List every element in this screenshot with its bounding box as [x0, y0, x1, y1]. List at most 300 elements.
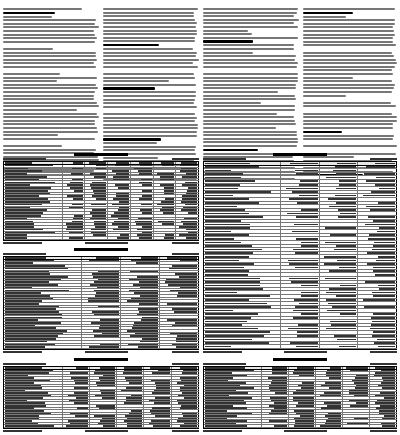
table-cell: [320, 248, 359, 251]
table-cell: [358, 166, 397, 169]
table-cell-text: [5, 380, 50, 382]
text-line: [203, 77, 298, 79]
table-cell: [370, 367, 397, 369]
text-line: [103, 142, 157, 144]
table-cell-text: [376, 177, 395, 179]
table-cell: [204, 342, 281, 345]
table-cell: [63, 405, 90, 407]
table-cell: [90, 420, 117, 422]
table-cell: [204, 255, 281, 258]
table-cell: [358, 255, 397, 258]
table-cell: [4, 287, 82, 289]
table-cell-text: [269, 420, 287, 422]
table-cell: [262, 405, 289, 407]
table-cell: [108, 198, 131, 200]
table-footer: [3, 242, 199, 244]
table-cell-text: [383, 380, 395, 382]
table-cell: [154, 209, 177, 211]
table-cell: [316, 405, 343, 407]
table-cell-text: [134, 322, 158, 324]
text-line: [3, 138, 95, 140]
table-cell: [172, 375, 199, 377]
table-cell: [176, 184, 199, 186]
table-cell-text: [376, 407, 395, 409]
table-cell: [204, 291, 281, 294]
table-cell-text: [70, 423, 88, 425]
text-line: [103, 77, 195, 79]
table-cell-text: [340, 213, 357, 215]
table-cell: [204, 317, 281, 320]
table-cell: [154, 176, 177, 178]
table-cell-text: [296, 346, 317, 348]
table-cell: [281, 324, 320, 327]
table-cell: [63, 420, 90, 422]
table-cell: [121, 330, 160, 332]
text-line: [3, 87, 98, 89]
table-cell: [204, 390, 262, 392]
table-cell-text: [205, 234, 249, 236]
table-cell: [82, 306, 121, 308]
table-cell: [131, 179, 154, 181]
table-cell: [262, 370, 289, 372]
table-cell: [316, 390, 343, 392]
table-cell: [370, 410, 397, 412]
text-line: [303, 59, 396, 61]
table-cell: [160, 341, 199, 343]
table-cell: [262, 410, 289, 412]
table-cell: [144, 400, 171, 402]
table-cell: [358, 180, 397, 183]
table-meta: [3, 253, 199, 255]
table-cell-text: [325, 415, 341, 417]
table-cell: [63, 415, 90, 417]
table-cell: [358, 306, 397, 309]
table-cell: [144, 390, 171, 392]
text-line: [103, 135, 197, 137]
text-line: [103, 37, 195, 39]
table-cell-text: [141, 204, 152, 206]
table-cell: [204, 302, 281, 305]
text-line: [3, 44, 99, 46]
table-cell: [4, 268, 82, 270]
table-cell: [90, 415, 117, 417]
table-cell-text: [296, 390, 314, 392]
table-cell: [4, 327, 82, 329]
table-cell: [85, 226, 108, 228]
table-cell: [160, 330, 199, 332]
table-cell-text: [175, 322, 197, 324]
table-cell: [358, 245, 397, 248]
table-cell: [343, 410, 370, 412]
table-cell-text: [205, 242, 241, 244]
table-cell: [320, 169, 359, 172]
table-cell-text: [297, 367, 314, 369]
table-cell-text: [274, 407, 287, 409]
table-cell: [108, 209, 131, 211]
table-cell: [4, 303, 82, 305]
table-cell-text: [100, 380, 115, 382]
table-cell: [281, 331, 320, 334]
table-cell: [320, 166, 359, 169]
table-cell: [281, 173, 320, 176]
table-cell: [358, 212, 397, 215]
table-cell: [63, 377, 90, 379]
table-cell: [4, 300, 82, 302]
table-cell-text: [139, 182, 152, 184]
table-cell: [358, 342, 397, 345]
table-cell: [63, 198, 86, 200]
table-cell-text: [293, 317, 318, 319]
table-cell: [358, 302, 397, 305]
table-cell: [320, 309, 359, 312]
table-cell-text: [296, 413, 314, 415]
table-cell: [343, 392, 370, 394]
table-cell-text: [183, 207, 197, 209]
table-cell-text: [127, 330, 158, 332]
table-cell-text: [126, 387, 143, 389]
table-cell: [4, 322, 82, 324]
table-cell-text: [5, 218, 27, 220]
table-cell-text: [289, 198, 318, 200]
table-cell: [154, 181, 177, 183]
table-cell-text: [295, 420, 314, 422]
table-cell-text: [88, 298, 119, 300]
table-cell-text: [67, 226, 83, 228]
table-cell-text: [160, 179, 174, 181]
table-cell-text: [177, 295, 197, 297]
table-cell: [4, 193, 63, 195]
text-column-3: [203, 8, 299, 150]
table-cell: [204, 400, 262, 402]
table-cell: [281, 252, 320, 255]
table-cell: [289, 387, 316, 389]
text-line: [3, 34, 95, 36]
table-cell: [121, 322, 160, 324]
table-cell-text: [336, 173, 356, 175]
table-cell-text: [205, 213, 249, 215]
table-cell: [4, 298, 82, 300]
table-cell: [90, 408, 117, 410]
table-cell-text: [349, 400, 368, 402]
table-cell-text: [149, 400, 170, 402]
table-cell: [131, 218, 154, 220]
table-cell-text: [297, 331, 318, 333]
table-cell-text: [329, 377, 341, 379]
legibility-note: [0, 0, 1, 1]
table-cell: [121, 308, 160, 310]
table-cell: [204, 413, 262, 415]
table-cell: [204, 288, 281, 291]
table-cell: [90, 418, 117, 420]
table-grid: [3, 161, 199, 241]
table-cell: [370, 392, 397, 394]
table-cell-text: [152, 392, 169, 394]
table-cell: [281, 184, 320, 187]
table-cell-text: [126, 380, 143, 382]
table-cell: [316, 382, 343, 384]
table-cell-text: [205, 335, 264, 337]
table-cell-text: [101, 392, 115, 394]
table-cell-text: [205, 380, 228, 382]
table-cell: [160, 338, 199, 340]
table-cell: [4, 341, 82, 343]
table-cell: [63, 400, 90, 402]
table-cell: [85, 165, 108, 167]
table-cell-text: [102, 418, 115, 420]
table-cell-text: [139, 281, 158, 283]
table-cell-text: [181, 209, 197, 211]
table-cell-text: [125, 377, 142, 379]
table-cell: [281, 241, 320, 244]
table-cell-text: [142, 226, 152, 228]
table-cell: [63, 181, 86, 183]
table-cell-text: [298, 324, 317, 326]
table-cell-text: [93, 276, 119, 278]
table-cell: [85, 207, 108, 209]
table-cell: [144, 387, 171, 389]
table-cell: [358, 216, 397, 219]
table-cell: [63, 402, 90, 404]
table-cell-text: [177, 420, 197, 422]
table-cell: [204, 252, 281, 255]
table-cell-text: [324, 263, 356, 265]
table-cell-text: [116, 162, 129, 164]
table-cell: [82, 273, 121, 275]
table-cell-text: [96, 165, 106, 167]
table-cell: [82, 284, 121, 286]
table-cell: [144, 395, 171, 397]
table-cell-text: [372, 249, 395, 251]
table-cell: [63, 408, 90, 410]
table-cell-text: [372, 292, 395, 294]
table-cell: [204, 423, 262, 425]
table-cell-text: [275, 392, 287, 394]
table-cell: [358, 202, 397, 205]
table-cell-text: [375, 395, 395, 397]
table-cell: [4, 168, 63, 170]
table-cell: [176, 229, 199, 231]
table-cell: [121, 338, 160, 340]
table-cell-text: [268, 377, 287, 379]
table-cell-text: [337, 339, 357, 341]
table-cell-text: [5, 198, 48, 200]
table-cell-text: [271, 400, 287, 402]
text-line: [103, 87, 155, 89]
table-cell: [4, 289, 82, 291]
table-cell-text: [373, 220, 395, 222]
table-cell-text: [180, 377, 197, 379]
table-cell: [172, 415, 199, 417]
table-cell: [63, 392, 90, 394]
table-cell: [358, 259, 397, 262]
table-row: [4, 237, 199, 240]
table-cell: [82, 333, 121, 335]
table-cell: [204, 220, 281, 223]
table-cell: [204, 392, 262, 394]
table-cell-text: [66, 229, 83, 231]
table-cell-text: [5, 385, 41, 387]
table-cell-text: [336, 202, 356, 204]
table-cell-text: [161, 162, 174, 164]
table-meta-right: [172, 253, 199, 255]
table-cell: [4, 308, 82, 310]
table-cell-text: [112, 170, 128, 172]
text-line: [203, 33, 252, 35]
table-cell-text: [5, 344, 55, 346]
table-cell: [343, 385, 370, 387]
table-cell: [144, 405, 171, 407]
table-cell: [281, 263, 320, 266]
table-cell-text: [160, 184, 174, 186]
table-cell: [262, 402, 289, 404]
text-line: [3, 116, 99, 118]
table-cell: [63, 232, 86, 234]
table-cell: [289, 410, 316, 412]
table-cell: [63, 173, 86, 175]
table-cell: [281, 216, 320, 219]
table-cell: [358, 227, 397, 230]
table-cell-text: [167, 319, 197, 321]
table-cell: [204, 320, 281, 323]
table-cell-text: [294, 418, 314, 420]
table-cell-text: [205, 173, 243, 175]
text-line: [203, 52, 253, 54]
table-cell: [4, 276, 82, 278]
table-cell: [63, 423, 90, 425]
table-cell: [131, 195, 154, 197]
table-cell: [262, 418, 289, 420]
table-footer-text: [3, 430, 42, 432]
table-cell-text: [334, 335, 356, 337]
table-cell-text: [205, 249, 262, 251]
table-cell: [320, 302, 359, 305]
text-line: [3, 91, 95, 93]
text-line: [3, 19, 96, 21]
table-cell-text: [74, 392, 87, 394]
table-cell-text: [205, 418, 227, 420]
table-cell: [4, 170, 63, 172]
table-cell: [172, 408, 199, 410]
table-cell-text: [295, 423, 314, 425]
table-cell-text: [5, 184, 30, 186]
table-cell: [63, 223, 86, 225]
table-cell-text: [205, 372, 232, 374]
text-line: [303, 19, 395, 21]
table-cell: [4, 262, 82, 264]
table-cell-text: [183, 370, 197, 372]
table-cell-text: [131, 395, 142, 397]
table-cell-text: [374, 242, 395, 244]
table-cell-text: [5, 418, 39, 420]
table-cell: [154, 220, 177, 222]
table-cell: [160, 308, 199, 310]
table-cell-text: [129, 413, 143, 415]
table-cell-text: [335, 166, 356, 168]
table-cell-text: [205, 402, 246, 404]
table-cell-text: [5, 279, 61, 281]
table-cell: [358, 295, 397, 298]
table-cell-text: [133, 325, 158, 327]
table-cell: [160, 344, 199, 346]
table-cell: [281, 320, 320, 323]
table-cell: [281, 266, 320, 269]
text-line: [203, 48, 294, 50]
table-cell: [121, 281, 160, 283]
text-line: [303, 80, 392, 82]
table-cell-text: [5, 372, 49, 374]
table-cell: [176, 207, 199, 209]
table-cell: [63, 176, 86, 178]
table-cell: [160, 316, 199, 318]
table-cell-text: [375, 402, 395, 404]
table-cell: [90, 410, 117, 412]
table-footer-text: [172, 351, 199, 353]
table-cell: [108, 220, 131, 222]
table-cell-text: [378, 346, 395, 348]
table-cell-text: [294, 224, 318, 226]
table-cell: [4, 410, 63, 412]
table-cell-text: [5, 314, 62, 316]
table-cell-text: [5, 284, 58, 286]
table-cell-text: [129, 290, 158, 292]
table-cell: [320, 237, 359, 240]
table-cell-text: [142, 190, 152, 192]
text-line: [3, 134, 58, 136]
table-cell-text: [333, 170, 357, 172]
table-cell: [121, 268, 160, 270]
table-cell-text: [356, 385, 368, 387]
table-cell-text: [183, 415, 197, 417]
table-cell-text: [377, 400, 395, 402]
table-cell-text: [5, 387, 42, 389]
table-cell-text: [290, 342, 317, 344]
table-cell: [343, 423, 370, 425]
table-cell-text: [5, 273, 50, 275]
table-cell: [82, 338, 121, 340]
table-cell: [90, 392, 117, 394]
table-cell: [117, 397, 144, 399]
table-cell: [343, 390, 370, 392]
table-cell: [63, 380, 90, 382]
table-cell-text: [354, 395, 368, 397]
text-line: [203, 105, 295, 107]
table-cell-text: [5, 173, 27, 175]
table-cell: [343, 375, 370, 377]
table-cell-text: [330, 321, 356, 323]
table-cell-text: [155, 397, 170, 399]
table-cell-text: [96, 198, 106, 200]
table-cell: [176, 215, 199, 217]
table-cell: [121, 344, 160, 346]
table-cell-text: [5, 229, 43, 231]
table-cell-text: [5, 201, 50, 203]
table-cell-text: [99, 407, 115, 409]
table-cell-text: [205, 382, 246, 384]
table-cell: [121, 295, 160, 297]
text-line: [203, 116, 294, 118]
table-cell: [144, 385, 171, 387]
table-cell: [85, 223, 108, 225]
table-cell-text: [179, 276, 197, 278]
text-line: [103, 26, 196, 28]
table-cell: [281, 227, 320, 230]
table-cell: [281, 345, 320, 348]
table-cell-text: [368, 238, 395, 240]
table-cell: [82, 276, 121, 278]
table-cell-text: [378, 285, 395, 287]
table-cell: [320, 345, 359, 348]
table-cell-text: [301, 285, 317, 287]
